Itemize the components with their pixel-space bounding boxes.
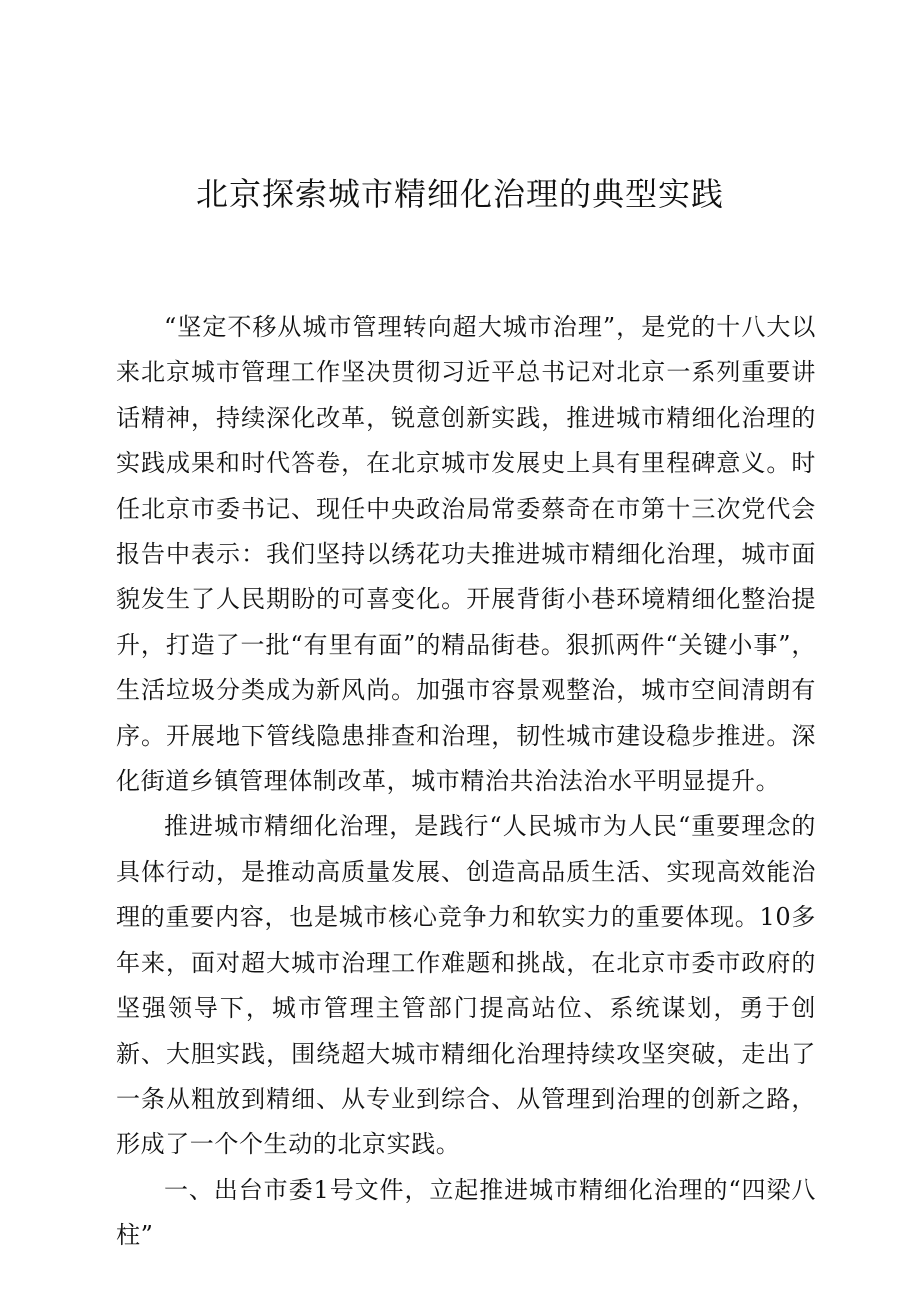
document-title: 北京探索城市精细化治理的典型实践 (195, 175, 724, 213)
paragraph-significance: 推进城市精细化治理，是践行“人民城市为人民“重要理念的具体行动，是推动高质量发展、创造高品质生活、实现高效能治理的重要内容，也是城市核心竞争力和软实力的重要体现。10多年来，面对超大城市治理工作难题和挑战，在北京市委市政府的坚强领导下，城市管理主管部门提高站位、系统谋划，勇于创新、大胆实践，围绕超大城市精细化治理持续攻坚突破，走出了一条从粗放到精细、从专业到综合、从管理到治理的创新之路，形成了一个个生动的北京实践。 (116, 812, 816, 1159)
section-heading-1: 一、出台市委1号文件，立起推进城市精细化治理的“四梁八柱” (116, 1175, 816, 1250)
paragraph-intro: “坚定不移从城市管理转向超大城市治理”，是党的十八大以来北京城市管理工作坚决贯彻习近平总书记对北京一系列重要讲话精神，持续深化改革，锐意创新实践，推进城市精细化治理的实践成果和时代答卷，在北京城市发展史上具有里程碑意义。时任北京市委书记、现任中央政治局常委蔡奇在市第十三次党代会报告中表示：我们坚持以绣花功夫推进城市精细化治理，城市面貌发生了人民期盼的可喜变化。开展背街小巷环境精细化整治提升，打造了一批“有里有面”的精品街巷。狠抓两件“关键小事”，生活垃圾分类成为新风尚。加强市容景观整治，城市空间清朗有序。开展地下管线隐患排查和治理，韧性城市建设稳步推进。深化街道乡镇管理体制改革，城市精治共治法治水平明显提升。 (116, 313, 816, 796)
document-body (116, 305, 816, 1259)
